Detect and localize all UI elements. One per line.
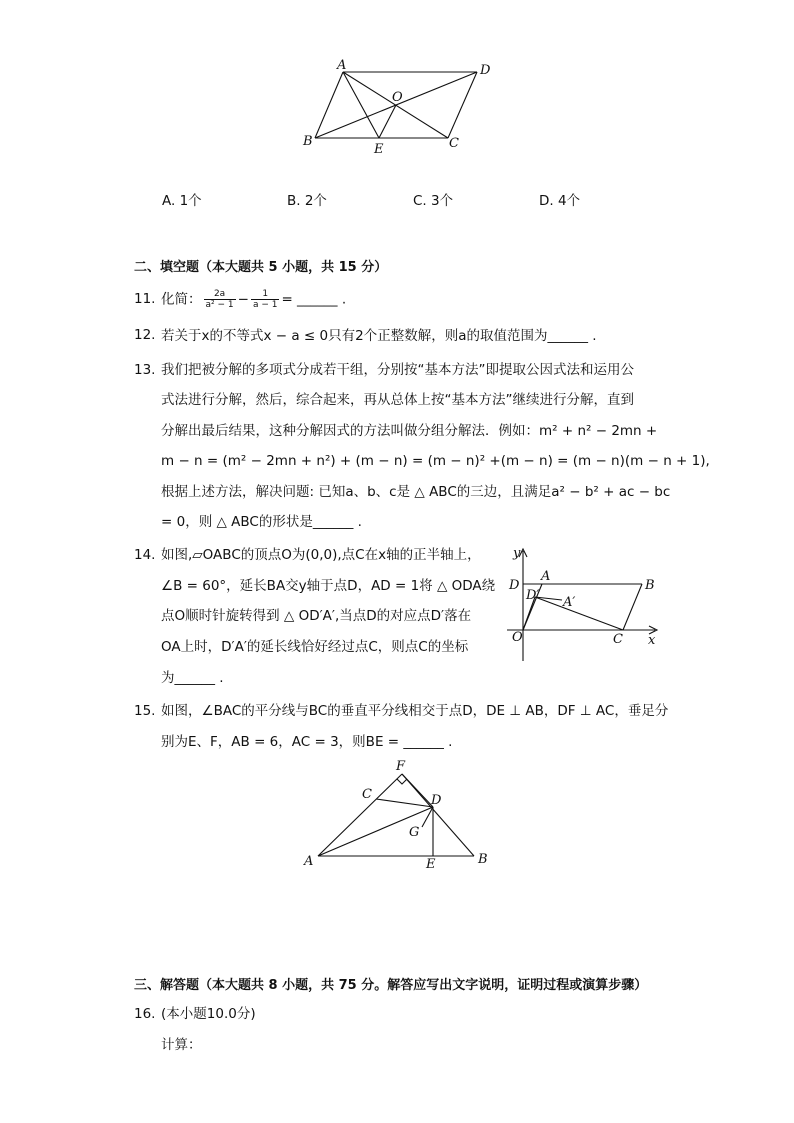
q13-line-5: 根据上述方法，解决问题: 已知a、b、c是 △ ABC的三边，且满足a² − b² + ac − bc — [161, 484, 671, 500]
option-b: B. 2个 — [287, 193, 327, 209]
q13-line-2: 式法进行分解，然后，综合起来，再从总体上按“基本方法”继续进行分解，直到 — [161, 392, 634, 408]
q15-number: 15. — [134, 703, 156, 719]
q11-minus: − — [237, 291, 249, 308]
q16-number: 16. — [134, 1006, 156, 1022]
label-b: B — [645, 578, 655, 593]
label-o: O — [512, 630, 523, 645]
q16-points: (本小题10.0分) — [161, 1006, 256, 1022]
label-c: C — [613, 632, 623, 647]
q13-line-3: 分解出最后结果，这种分解因式的方法叫做分组分解法．例如：m² + n² − 2mn + — [161, 423, 658, 439]
option-a: A. 1个 — [162, 193, 202, 209]
label-f: F — [396, 759, 406, 774]
q12-text: 若关于x的不等式x − a ≤ 0只有2个正整数解，则a的取值范围为______ . — [161, 328, 597, 344]
q15-line-1: 如图，∠BAC的平分线与BC的垂直平分线相交于点D，DE ⊥ AB，DF ⊥ AC，垂足分 — [161, 703, 669, 719]
coordinate-figure — [495, 543, 665, 665]
label-d: D — [509, 578, 520, 593]
label-d: D — [431, 793, 442, 808]
label-a: A — [304, 854, 314, 869]
label-d-prime: D′ — [526, 588, 540, 603]
label-b: B — [303, 134, 313, 149]
label-x: x — [648, 633, 656, 648]
q14-line-3: 点O顺时针旋转得到 △ OD′A′,当点D的对应点D′落在 — [161, 608, 472, 624]
q13-number: 13. — [134, 362, 156, 378]
label-b: B — [478, 852, 488, 867]
label-a-prime: A′ — [563, 595, 576, 610]
section-2-title: 二、填空题（本大题共 5 小题，共 15 分） — [134, 260, 388, 275]
q16-instruction: 计算： — [161, 1037, 202, 1053]
label-e: E — [374, 142, 384, 157]
q11-fraction-2: $\frac{1}{a - 1}$ — [252, 289, 278, 310]
label-a: A — [541, 569, 551, 584]
label-d: D — [480, 63, 491, 78]
q13-line-6: = 0，则 △ ABC的形状是______ . — [161, 514, 362, 530]
q15-line-2: 别为E、F，AB = 6，AC = 3，则BE = ______ . — [161, 734, 453, 750]
triangle-figure — [298, 755, 498, 873]
q13-line-4: m − n = (m² − 2mn + n²) + (m − n) = (m − n)² +(m − n) = (m − n)(m − n + 1), — [161, 453, 710, 469]
q11-fraction-1: $\frac{2a}{\text{a² − 1}}$ — [205, 289, 234, 310]
label-c: C — [362, 787, 372, 802]
label-c: C — [449, 136, 459, 151]
section-3-title: 三、解答题（本大题共 8 小题，共 75 分。解答应写出文字说明，证明过程或演算步骤） — [134, 978, 648, 993]
q14-line-5: 为______ . — [161, 670, 224, 686]
q14-line-2: ∠B = 60°，延长BA交y轴于点D，AD = 1将 △ ODA绕 — [161, 578, 496, 594]
q11-suffix: = ______ . — [281, 291, 347, 308]
option-c: C. 3个 — [413, 193, 454, 209]
q14-line-4: OA上时，D′A′的延长线恰好经过点C，则点C的坐标 — [161, 639, 469, 655]
label-a: A — [337, 58, 347, 73]
option-d: D. 4个 — [539, 193, 581, 209]
label-y: y — [513, 546, 521, 561]
q14-number: 14. — [134, 547, 156, 563]
q11-prefix: 化简： — [161, 291, 202, 308]
q14-line-1: 如图,▱OABC的顶点O为(0,0),点C在x轴的正半轴上， — [161, 547, 481, 563]
label-g: G — [409, 825, 420, 840]
q12-number: 12. — [134, 327, 156, 343]
q11-number: 11. — [134, 291, 156, 307]
label-e: E — [426, 857, 436, 872]
q11-body — [161, 289, 346, 310]
q13-line-1: 我们把被分解的多项式分成若干组，分别按“基本方法”即提取公因式法和运用公 — [161, 362, 634, 378]
parallelogram-figure — [295, 55, 505, 160]
label-o: O — [392, 90, 403, 105]
